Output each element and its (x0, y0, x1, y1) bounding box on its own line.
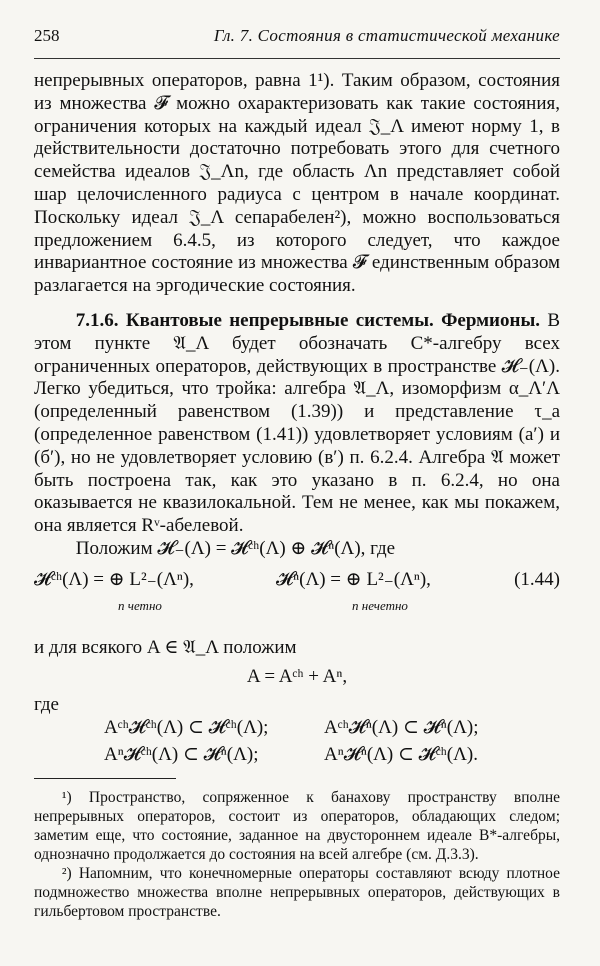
formula-1-44 (34, 567, 560, 637)
where-word: где (34, 694, 59, 716)
decomposition: A = Aᶜʰ + Aⁿ, (246, 665, 348, 687)
running-head: Гл. 7. Состояния в статистической механике (213, 26, 560, 45)
section-paragraph (34, 310, 560, 538)
main-text (34, 70, 560, 773)
section-title: 7.1.6. Квантовые непрерывные системы. Фермионы. (75, 309, 541, 331)
relation: Aᶜʰ𝓗ⁿ(Λ) ⊂ 𝓗ⁿ(Λ); (324, 717, 479, 739)
footnotes (34, 788, 560, 921)
section-text: В этом пункте 𝔄_Λ будет обозначать C*-алгебру всех ограниченных операторов, действующих в пространстве 𝓗₋(Λ). Легко убедиться, что тройка: алгебра 𝔄_Λ, изоморфизм α_Λ′Λ (определенный равенством (1.39)) и представление τ_a (определенное равенством (1.41)) удовлетворяет условиям (a′) и (б′), но не удовлетворяет условию (в′) п. 6.2.4. Алгебра 𝔄 может быть построена так, как это указано в п. 6.2.4, но она оказывается не квазилокальной. Тем не менее, как мы покажем, она является Rᵛ-абелевой. (34, 309, 561, 537)
paragraph-1: непрерывных операторов, равна 1¹). Таким образом, состояния из множества 𝓕 можно охарактеризовать как такие состояния, ограничения которых на каждый идеал 𝔍_Λ имеют норму 1, в действительности достаточно потребовать этого для счетного семейства идеалов 𝔍_Λn, где область Λn представляет собой шар целочисленного радиуса с центром в начале координат. Поскольку идеал 𝔍_Λ сепарабелен²), можно воспользоваться предложением 6.4.5, из которого следует, что каждое инвариантное состояние из множества 𝓕 единственным образом разлагается на эргодические состояния. (34, 70, 560, 297)
footnote-1: ¹) Пространство, сопряженное к банахову пространству вполне непрерывных операторов, состоит из операторов, обладающих следом; заметим еще, что состояние, заданное на двустороннем идеале B*-алгебры, однозначно продолжается до состояния на всей алгебре (см. Д.3.3). (34, 789, 560, 863)
relation: Aᶜʰ𝓗ᶜʰ(Λ) ⊂ 𝓗ᶜʰ(Λ); (104, 717, 269, 739)
formula-left-sub: n четно (118, 597, 162, 613)
relation: Aⁿ𝓗ᶜʰ(Λ) ⊂ 𝓗ⁿ(Λ); (104, 744, 259, 766)
relations (34, 717, 560, 773)
line-for-all: и для всякого A ∈ 𝔄_Λ положим (34, 636, 297, 658)
page-header (34, 26, 560, 52)
equation-number: (1.44) (514, 568, 560, 590)
formula-middle-sub: n нечетно (352, 597, 408, 613)
footnote-rule (34, 778, 176, 779)
line-set: Положим 𝓗₋(Λ) = 𝓗ᶜʰ(Λ) ⊕ 𝓗ⁿ(Λ), где (75, 537, 396, 559)
page-number: 258 (34, 26, 60, 45)
formula-middle: 𝓗ⁿ(Λ) = ⊕ L²₋(Λⁿ), (276, 568, 431, 590)
formula-left: 𝓗ᶜʰ(Λ) = ⊕ L²₋(Λⁿ), (34, 568, 194, 590)
header-rule (34, 58, 560, 59)
relation: Aⁿ𝓗ⁿ(Λ) ⊂ 𝓗ᶜʰ(Λ). (324, 744, 478, 766)
footnote-2: ²) Напомним, что конечномерные операторы составляют всюду плотное подмножество множества вполне непрерывных операторов, действующих в гильбертовом пространстве. (34, 865, 560, 920)
